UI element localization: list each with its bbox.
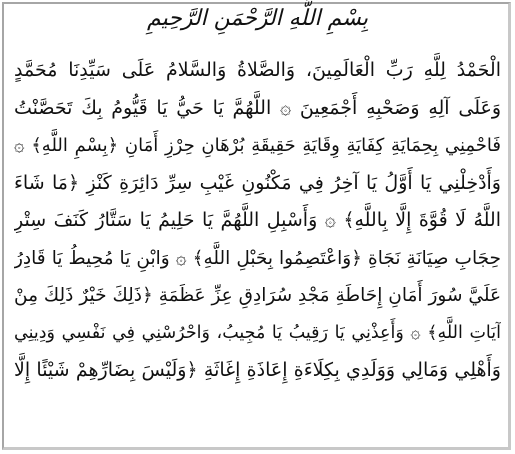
- text-line-7: عَلَيَّ سُورَ أَمَانِ إِحَاطَةِ مَجْدِ سُرَادِقِ عِزِّ عَظَمَةِ ﴿ذَلِكَ خَيْرٌ ذَلِكَ مِنْ: [14, 285, 501, 306]
- text-line-4: وَأَدْخِلْنِي يَا أَوَّلُ يَا آخِرُ فِي مَكْنُونِ غَيْبِ سِرِّ دَائِرَةِ كَنْزِ ﴿مَا شَاءَ: [14, 171, 501, 194]
- basmala-heading: بِسْمِ اللَّهِ الرَّحْمَنِ الرَّحِيمِ: [146, 6, 369, 31]
- text-line-5: اللَّهُ لَا قُوَّةَ إِلَّا بِاللَّهِ﴾ ۞ وَأَسْبِلِ اللَّهُمَّ يَا حَلِيمُ يَا سَتَّارُ كَنَفَ سِتْرِ: [14, 209, 501, 231]
- text-line-8: آيَاتِ اللَّهِ﴾ ۞ وَأَعِذْنِي يَا رَقِيبُ يَا مُجِيبُ، وَاحْرُسْنِي فِي نَفْسِي وَدِينِي: [14, 322, 501, 343]
- text-line-9: وَأَهْلِي وَمَالِي وَوَلَدِي بِكِلَاءَةِ إِعَاذَةِ إِغَاثَةِ ﴿وَلَيْسَ بِضَارِّهِمْ شَيْئًا إِلَّا: [14, 359, 501, 381]
- text-line-6: حِجَابِ صِيَانَةِ نَجَاةِ ﴿وَاعْتَصِمُوا بِحَبْلِ اللَّهِ﴾ ۞ وَابْنِ يَا مُحِيطُ يَا قَادِرُ: [14, 247, 501, 269]
- text-line-2: وَعَلَى آلِهِ وَصَحْبِهِ أَجْمَعِينَ ۞ اللَّهُمَّ يَا حَيُّ يَا قَيُّومُ بِكَ تَحَصَّنْتُ: [14, 96, 501, 119]
- text-line-3: فَاحْمِنِي بِحِمَايَةِ كِفَايَةِ وِقَايَةِ حَقِيقَةِ بُرْهَانِ حِرْزِ أَمَانِ ﴿بِسْمِ اللَّهِ﴾ ۞: [14, 135, 501, 156]
- text-line-1: الْحَمْدُ لِلَّهِ رَبِّ الْعَالَمِينَ، وَالصَّلاةُ وَالسَّلامُ عَلَى سَيِّدِنَا مُحَمَّدٍ: [14, 59, 501, 81]
- prayer-text: [14, 52, 501, 390]
